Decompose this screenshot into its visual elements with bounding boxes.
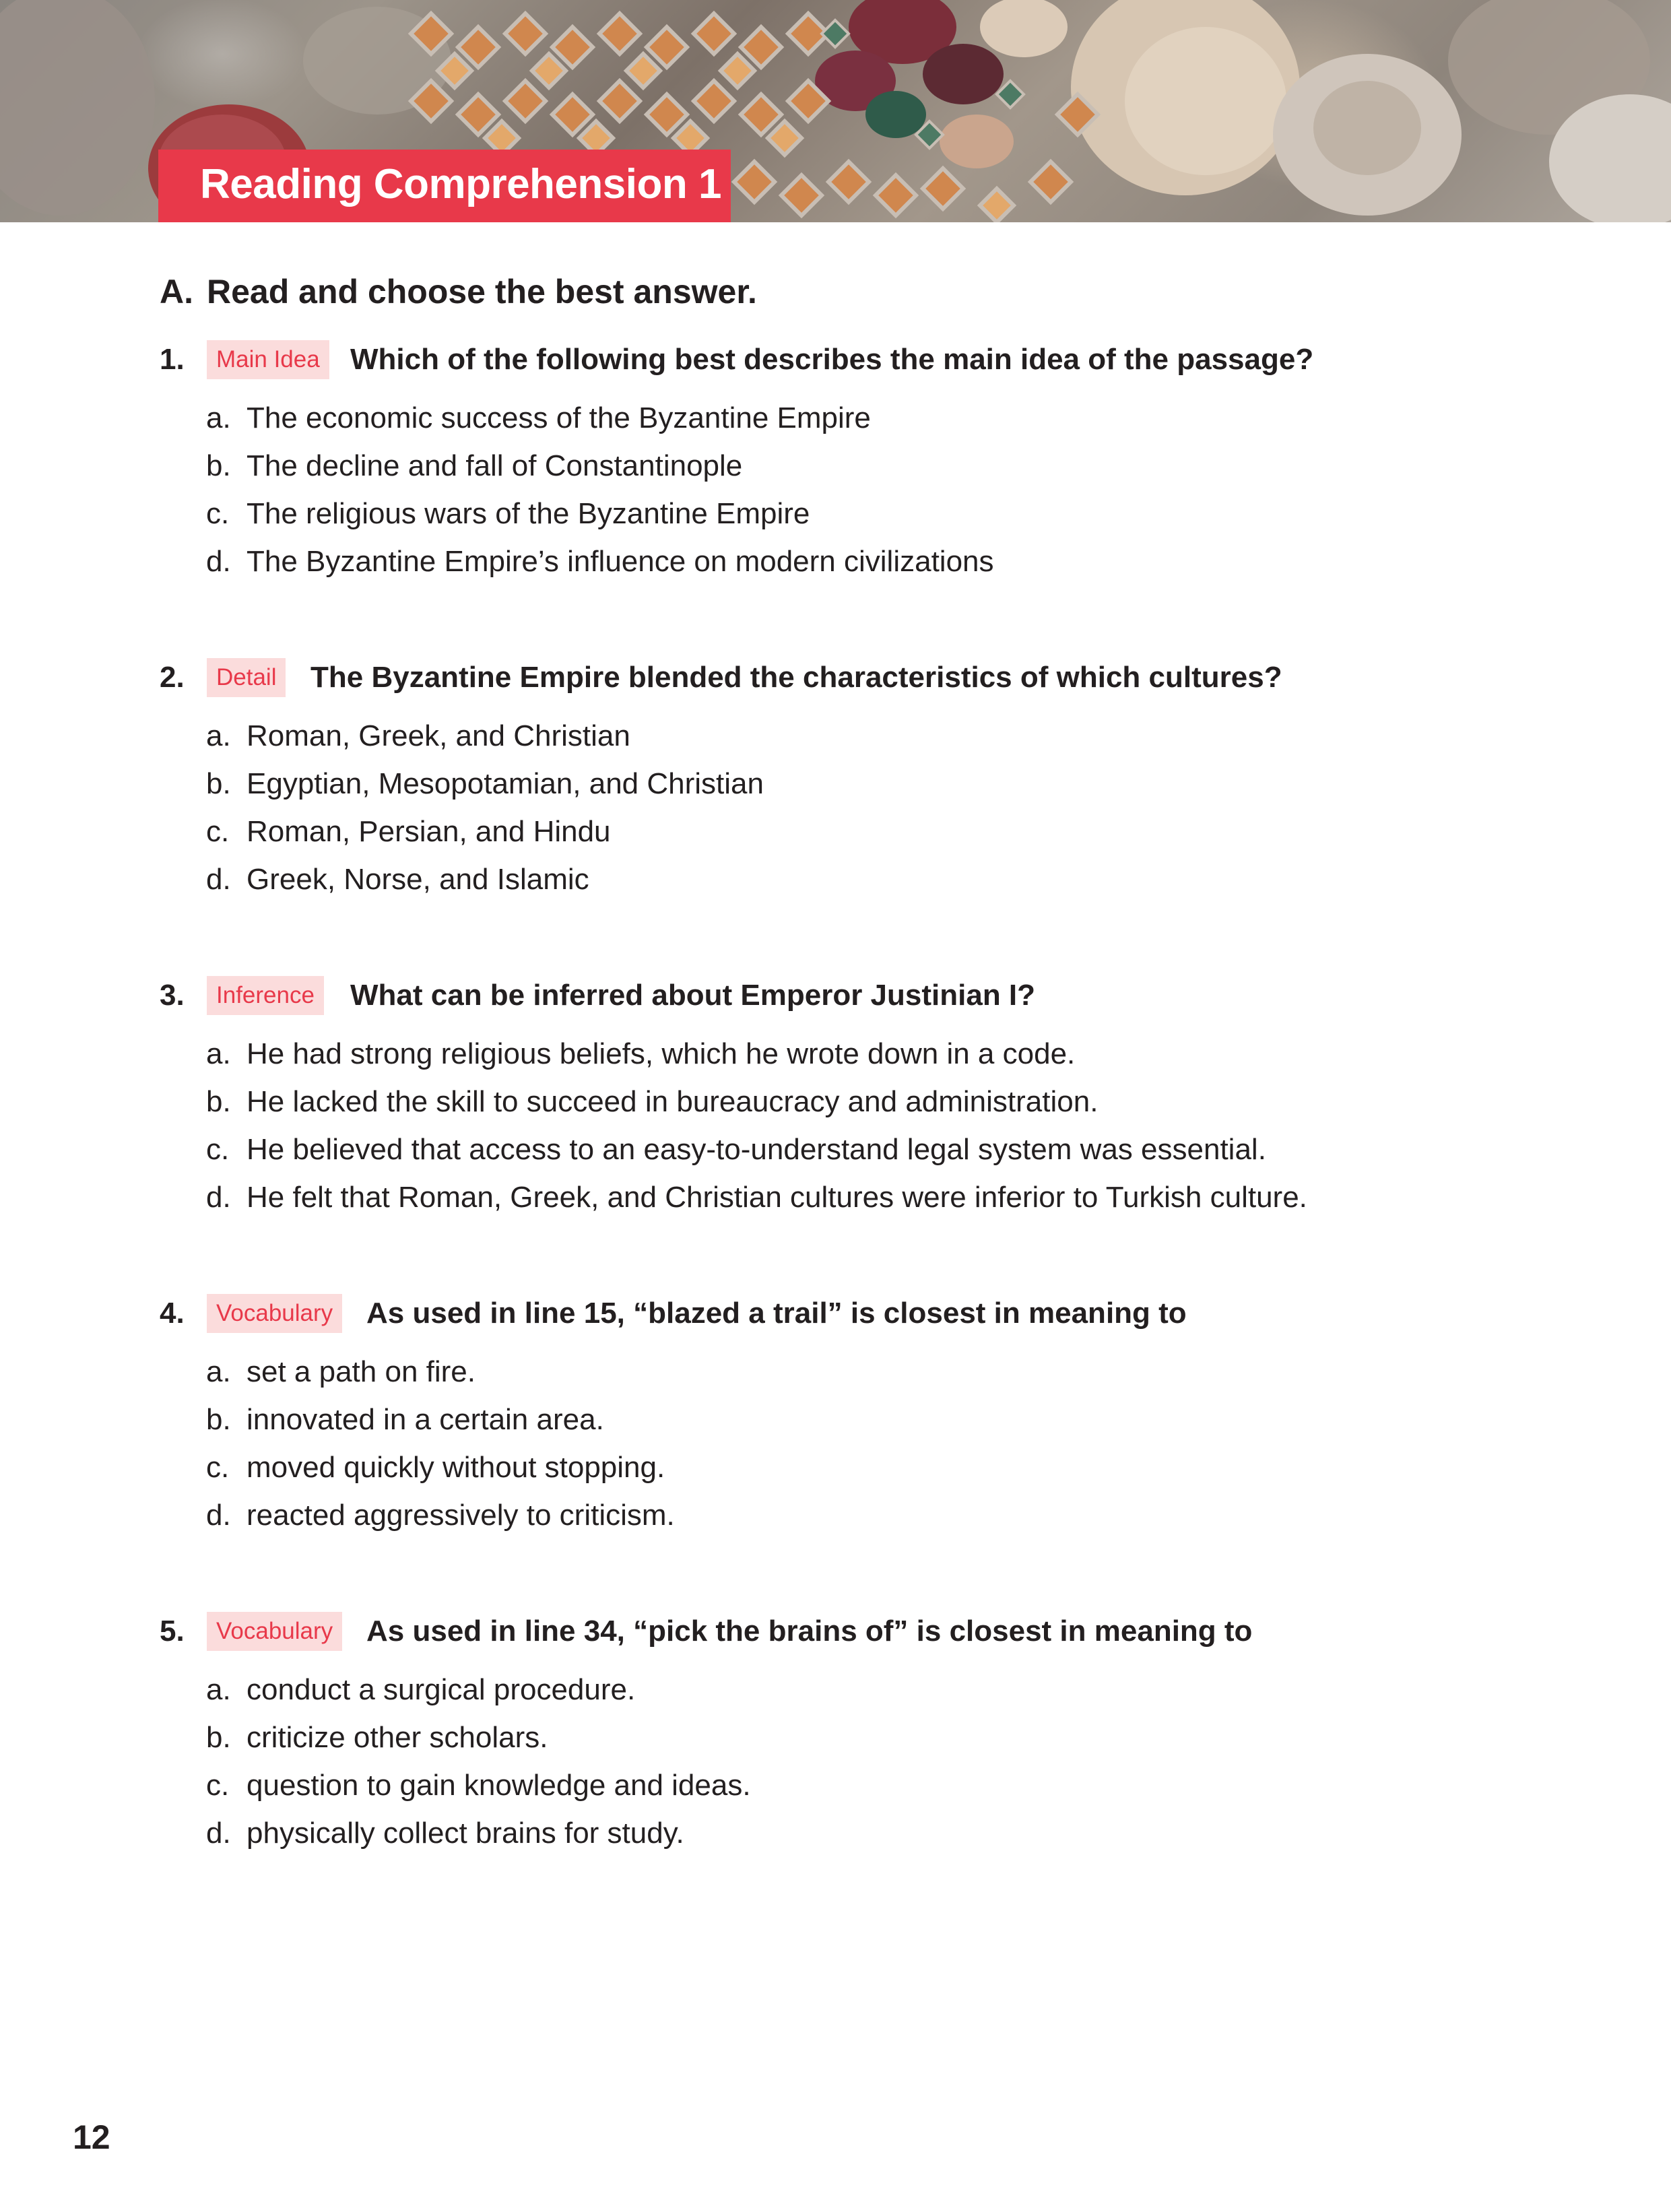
option-letter: b. [206, 1721, 231, 1754]
option-text: The decline and fall of Constantinople [247, 449, 743, 482]
option-text: The Byzantine Empire’s influence on modern civilizations [247, 545, 994, 578]
option-letter: c. [206, 1133, 230, 1166]
section-title: Reading Comprehension 1 [200, 161, 721, 207]
answer-options [206, 712, 764, 903]
question-type-tag: Main Idea [207, 340, 329, 379]
option-text: He had strong religious beliefs, which he wrote down in a code. [247, 1037, 1076, 1070]
answer-option[interactable] [206, 712, 764, 760]
question-type-tag: Inference [207, 976, 324, 1015]
exercise-heading [160, 272, 757, 311]
option-letter: c. [206, 497, 230, 530]
question-text: As used in line 34, “pick the brains of” is closest in meaning to [366, 1615, 1253, 1648]
answer-options [206, 1666, 751, 1857]
question-type-tag: Detail [207, 658, 286, 697]
option-text: physically collect brains for study. [247, 1817, 684, 1850]
option-text: He believed that access to an easy-to-understand legal system was essential. [247, 1133, 1266, 1166]
answer-options [206, 1348, 675, 1539]
option-letter: b. [206, 767, 231, 800]
option-text: The economic success of the Byzantine Empire [247, 401, 871, 434]
answer-option[interactable] [206, 1443, 675, 1491]
question-text: The Byzantine Empire blended the characteristics of which cultures? [310, 661, 1282, 694]
option-letter: a. [206, 1355, 231, 1388]
answer-option[interactable] [206, 442, 994, 490]
question-number: 3. [160, 979, 185, 1012]
option-letter: c. [206, 815, 230, 848]
question-number: 2. [160, 661, 185, 694]
answer-option[interactable] [206, 1761, 751, 1809]
answer-option[interactable] [206, 760, 764, 808]
option-text: set a path on fire. [247, 1355, 476, 1388]
option-letter: d. [206, 545, 231, 578]
option-letter: b. [206, 1403, 231, 1436]
option-letter: d. [206, 863, 231, 896]
option-letter: a. [206, 1673, 231, 1706]
answer-option[interactable] [206, 538, 994, 585]
answer-option[interactable] [206, 1030, 1307, 1078]
option-letter: b. [206, 1085, 231, 1118]
option-text: moved quickly without stopping. [247, 1451, 665, 1484]
answer-option[interactable] [206, 808, 764, 855]
answer-option[interactable] [206, 1173, 1307, 1221]
answer-option[interactable] [206, 1348, 675, 1396]
option-letter: a. [206, 719, 231, 752]
option-text: reacted aggressively to criticism. [247, 1499, 675, 1532]
option-text: Roman, Greek, and Christian [247, 719, 630, 752]
section-title-box [158, 150, 731, 222]
answer-option[interactable] [206, 1809, 751, 1857]
question-text: Which of the following best describes the main idea of the passage? [350, 343, 1314, 376]
answer-option[interactable] [206, 855, 764, 903]
question-number: 1. [160, 343, 185, 376]
option-text: conduct a surgical procedure. [247, 1673, 636, 1706]
option-letter: d. [206, 1181, 231, 1214]
option-text: question to gain knowledge and ideas. [247, 1769, 751, 1802]
option-text: innovated in a certain area. [247, 1403, 604, 1436]
option-text: The religious wars of the Byzantine Empire [247, 497, 810, 530]
option-letter: b. [206, 449, 231, 482]
option-text: Greek, Norse, and Islamic [247, 863, 589, 896]
answer-option[interactable] [206, 1714, 751, 1761]
option-text: criticize other scholars. [247, 1721, 548, 1754]
option-letter: a. [206, 401, 231, 434]
answer-option[interactable] [206, 1491, 675, 1539]
exercise-letter: A. [160, 273, 193, 311]
answer-options [206, 1030, 1307, 1221]
question-text: What can be inferred about Emperor Justinian I? [350, 979, 1036, 1012]
answer-option[interactable] [206, 490, 994, 538]
question-number: 4. [160, 1297, 185, 1330]
option-text: He lacked the skill to succeed in bureaucracy and administration. [247, 1085, 1099, 1118]
question-text: As used in line 15, “blazed a trail” is closest in meaning to [366, 1297, 1187, 1330]
answer-option[interactable] [206, 1126, 1307, 1173]
answer-options [206, 394, 994, 585]
option-letter: d. [206, 1817, 231, 1850]
answer-option[interactable] [206, 394, 994, 442]
option-letter: d. [206, 1499, 231, 1532]
option-text: He felt that Roman, Greek, and Christian cultures were inferior to Turkish culture. [247, 1181, 1307, 1214]
option-letter: c. [206, 1769, 230, 1802]
option-letter: a. [206, 1037, 231, 1070]
answer-option[interactable] [206, 1078, 1307, 1126]
option-text: Egyptian, Mesopotamian, and Christian [247, 767, 764, 800]
question-type-tag: Vocabulary [207, 1612, 342, 1651]
option-letter: c. [206, 1451, 230, 1484]
page-number: 12 [73, 2118, 110, 2156]
answer-option[interactable] [206, 1396, 675, 1443]
option-text: Roman, Persian, and Hindu [247, 815, 611, 848]
exercise-instruction: Read and choose the best answer. [207, 273, 757, 311]
answer-option[interactable] [206, 1666, 751, 1714]
question-number: 5. [160, 1615, 185, 1648]
mosaic-header-image [0, 0, 1671, 222]
question-type-tag: Vocabulary [207, 1294, 342, 1333]
